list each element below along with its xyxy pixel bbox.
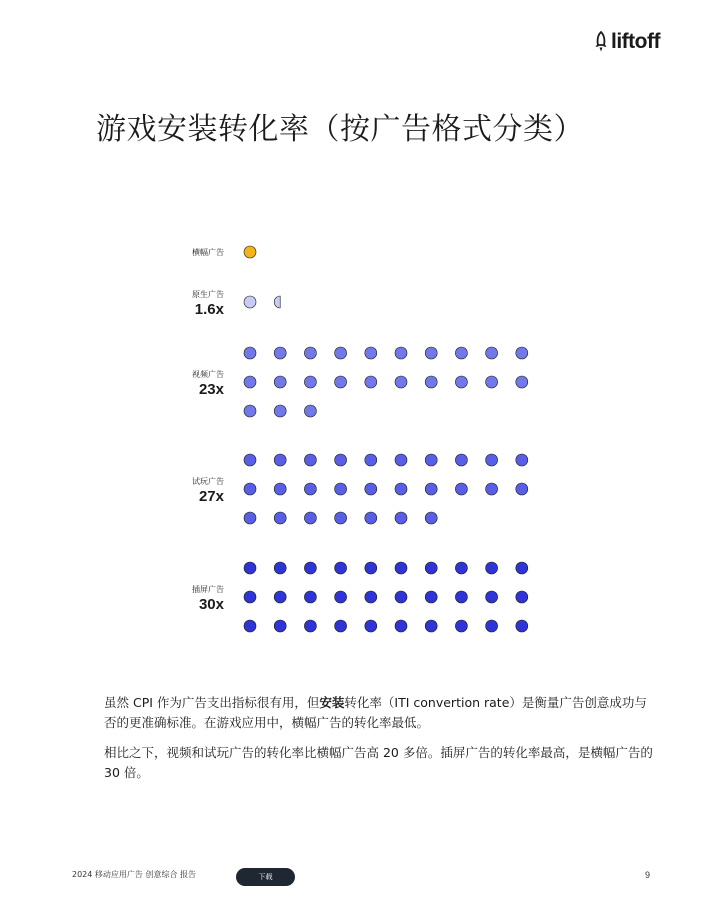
row-label: 横幅广告 — [192, 248, 224, 257]
chart-dot — [244, 296, 256, 308]
chart-dot — [486, 347, 498, 359]
chart-dot — [425, 512, 437, 524]
chart-dot — [304, 405, 316, 417]
chart-dot — [425, 347, 437, 359]
body-paragraph-1 — [104, 693, 659, 733]
chart-dot — [486, 454, 498, 466]
chart-dot — [455, 562, 467, 574]
chart-dot — [455, 483, 467, 495]
chart-dot — [395, 562, 407, 574]
chart-dot — [335, 591, 347, 603]
chart-dot — [395, 591, 407, 603]
body-paragraph-2: 相比之下，视频和试玩广告的转化率比横幅广告高 20 多倍。插屏广告的转化率最高，是横幅广告的 30 倍。 — [104, 745, 653, 780]
chart-dot — [274, 347, 286, 359]
chart-dot — [455, 454, 467, 466]
chart-dot — [244, 562, 256, 574]
row-value-label: 30x — [198, 596, 224, 613]
chart-dot — [455, 591, 467, 603]
chart-dot — [455, 620, 467, 632]
chart-dot — [365, 512, 377, 524]
chart-dot — [244, 376, 256, 388]
chart-dot — [244, 246, 256, 258]
chart-dot — [304, 454, 316, 466]
row-value-label: 27x — [198, 488, 224, 505]
paragraph-1-start: 虽然 CPI 作为广告支出指标很有用，但 — [104, 695, 320, 710]
chart-dot — [455, 347, 467, 359]
chart-dot — [244, 347, 256, 359]
chart-dot — [335, 562, 347, 574]
chart-dot — [335, 483, 347, 495]
row-label: 试玩广告 — [192, 477, 224, 486]
chart-dot — [486, 483, 498, 495]
chart-dot — [365, 347, 377, 359]
chart-dot — [516, 483, 528, 495]
chart-dot — [274, 591, 286, 603]
chart-dot — [516, 620, 528, 632]
chart-dot — [244, 512, 256, 524]
chart-dot — [516, 347, 528, 359]
chart-dot — [365, 454, 377, 466]
chart-dot — [335, 512, 347, 524]
chart-dot — [455, 376, 467, 388]
chart-dot — [425, 376, 437, 388]
chart-dot — [274, 562, 286, 574]
footer-report-name: 2024 移动应用广告 创意综合 报告 — [72, 870, 196, 879]
chart-dot — [274, 376, 286, 388]
chart-dot — [274, 405, 286, 417]
chart-dot — [425, 562, 437, 574]
page-title: 游戏安装转化率（按广告格式分类） — [96, 112, 584, 147]
chart-dot — [516, 454, 528, 466]
chart-dot — [516, 591, 528, 603]
chart-dot — [274, 620, 286, 632]
chart-dot — [395, 620, 407, 632]
paragraph-1-bold: 安装 — [319, 695, 345, 710]
row-label: 视频广告 — [192, 370, 224, 379]
chart-dot — [516, 562, 528, 574]
chart-dot — [395, 483, 407, 495]
chart-dot — [244, 405, 256, 417]
chart-dot — [304, 483, 316, 495]
chart-dot — [486, 376, 498, 388]
chart-dot — [304, 512, 316, 524]
chart-dot — [304, 591, 316, 603]
chart-dot-partial — [274, 296, 280, 308]
chart-dot — [304, 620, 316, 632]
chart-dot — [395, 454, 407, 466]
chart-dot — [365, 620, 377, 632]
logo-text: liftoff — [611, 30, 660, 53]
page-number: 9 — [644, 870, 650, 880]
chart-dot — [304, 347, 316, 359]
chart-dot — [274, 483, 286, 495]
chart-dot — [425, 483, 437, 495]
chart-dot — [486, 591, 498, 603]
chart-dot — [244, 483, 256, 495]
chart-dot — [274, 454, 286, 466]
chart-dot — [425, 454, 437, 466]
chart-dot — [365, 483, 377, 495]
row-label: 原生广告 — [192, 290, 224, 299]
row-value-label: 23x — [198, 381, 224, 398]
chart-dot — [244, 620, 256, 632]
chart-dot — [425, 591, 437, 603]
paragraph-1-end: 转化率（ITI convertion rate）是衡量广告创意成功与否的更准确标准。在游戏应用中，横幅广告的转化率最低。 — [104, 695, 647, 730]
chart-dot — [365, 562, 377, 574]
chart-dot — [304, 376, 316, 388]
row-label: 插屏广告 — [192, 585, 224, 594]
chart-dot — [335, 376, 347, 388]
chart-dot — [244, 454, 256, 466]
chart-dot — [486, 620, 498, 632]
chart-dot — [304, 562, 316, 574]
chart-dot — [335, 620, 347, 632]
chart-dot — [425, 620, 437, 632]
chart-dot — [395, 512, 407, 524]
chart-dot — [516, 376, 528, 388]
chart-dot — [335, 347, 347, 359]
download-button[interactable]: 下载 — [236, 868, 295, 886]
chart-dot — [395, 376, 407, 388]
chart-dot — [335, 454, 347, 466]
row-value-label: 1.6x — [194, 301, 224, 318]
chart-dot — [365, 591, 377, 603]
chart-dot — [274, 512, 286, 524]
chart-dot — [244, 591, 256, 603]
chart-dot — [365, 376, 377, 388]
chart-dot — [486, 562, 498, 574]
chart-dot — [395, 347, 407, 359]
